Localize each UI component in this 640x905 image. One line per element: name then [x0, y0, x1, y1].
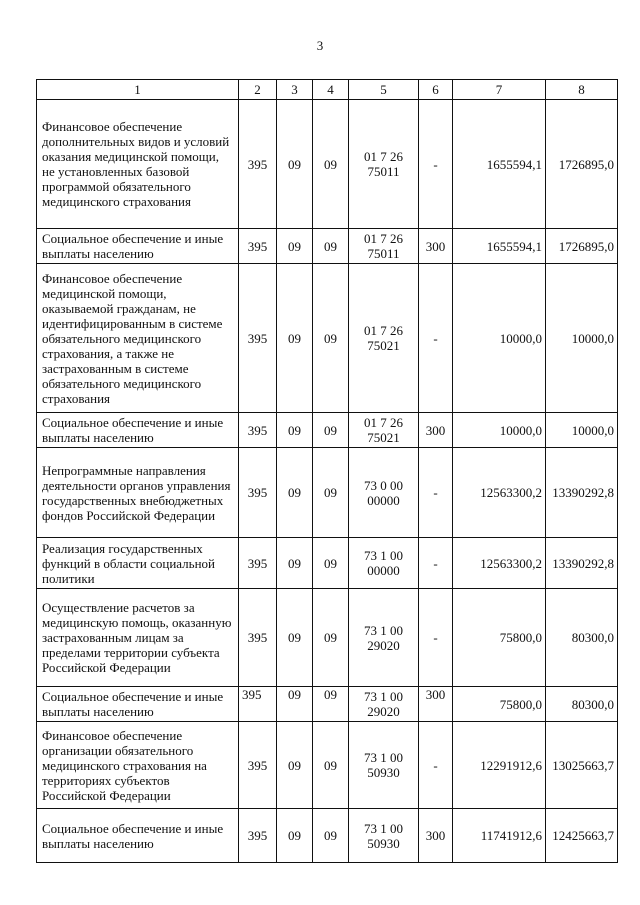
target-article-line1: 73 1 00 [364, 689, 403, 704]
target-article-line2: 00000 [367, 492, 400, 508]
row-name: Финансовое обеспечение организации обязательного медицинского страхования на территориях субъектов Российской Федерации [37, 722, 239, 809]
target-article-code [349, 809, 419, 863]
row-name: Социальное обеспечение и иные выплаты населению [37, 413, 239, 448]
target-article-line1: 73 1 00 [364, 548, 403, 563]
target-article-line2: 29020 [367, 704, 400, 719]
subsection-code: 09 [313, 264, 349, 413]
target-article-line1: 73 0 00 [364, 477, 403, 493]
expense-type-code: 300 [419, 809, 453, 863]
table-row [37, 229, 618, 264]
column-header: 4 [313, 80, 349, 100]
table-row [37, 413, 618, 448]
amount-col7: 10000,0 [453, 413, 546, 448]
target-article-code [349, 589, 419, 687]
amount-col8: 10000,0 [546, 413, 618, 448]
amount-col8: 80300,0 [546, 589, 618, 687]
subsection-code: 09 [313, 448, 349, 538]
target-article-code [349, 413, 419, 448]
table-row [37, 538, 618, 589]
row-name: Осуществление расчетов за медицинскую помощь, оказанную застрахованным лицам за пределами территории субъекта Российской Федерации [37, 589, 239, 687]
table-header-row [37, 80, 618, 100]
section-code: 09 [277, 100, 313, 229]
amount-col8: 10000,0 [546, 264, 618, 413]
target-article-line2: 50930 [367, 765, 400, 780]
subsection-code: 09 [313, 687, 349, 722]
target-article-line1: 01 7 26 [364, 149, 403, 164]
amount-col8: 13390292,8 [546, 538, 618, 589]
subsection-code: 09 [313, 809, 349, 863]
expense-type-code: 300 [419, 413, 453, 448]
admin-code: 395 [239, 413, 277, 448]
target-article-line1: 01 7 26 [364, 231, 403, 246]
amount-col7: 75800,0 [453, 687, 546, 722]
admin-code: 395 [239, 722, 277, 809]
admin-code: 395 [239, 538, 277, 589]
admin-code: 395 [239, 448, 277, 538]
row-name: Финансовое обеспечение медицинской помощи, оказываемой гражданам, не идентифицированным в системе обязательного медицинского страхования, а также не застрахованным в системе обязательного медицинского страхования [37, 264, 239, 413]
expense-type-code: - [419, 448, 453, 538]
row-name: Финансовое обеспечение дополнительных видов и условий оказания медицинской помощи, не установленных базовой программой обязательного медицинского страхования [37, 100, 239, 229]
row-name: Реализация государственных функций в области социальной политики [37, 538, 239, 589]
expense-type-code: - [419, 589, 453, 687]
target-article-code [349, 687, 419, 722]
amount-col8: 13025663,7 [546, 722, 618, 809]
amount-col7: 10000,0 [453, 264, 546, 413]
target-article-line1: 73 1 00 [364, 622, 403, 638]
target-article-code [349, 229, 419, 264]
target-article-line1: 73 1 00 [364, 750, 403, 765]
subsection-code: 09 [313, 413, 349, 448]
amount-col8: 80300,0 [546, 687, 618, 722]
target-article-line1: 73 1 00 [364, 820, 403, 836]
expense-type-code: - [419, 722, 453, 809]
subsection-code: 09 [313, 722, 349, 809]
table-row [37, 100, 618, 229]
admin-code: 395 [239, 809, 277, 863]
amount-col7: 12563300,2 [453, 448, 546, 538]
admin-code: 395 [239, 687, 277, 722]
amount-col8: 13390292,8 [546, 448, 618, 538]
row-name: Социальное обеспечение и иные выплаты населению [37, 809, 239, 863]
section-code: 09 [277, 413, 313, 448]
column-header: 3 [277, 80, 313, 100]
section-code: 09 [277, 687, 313, 722]
amount-col8: 1726895,0 [546, 229, 618, 264]
table-row [37, 722, 618, 809]
target-article-line2: 00000 [367, 563, 400, 578]
column-header: 7 [453, 80, 546, 100]
target-article-code [349, 538, 419, 589]
section-code: 09 [277, 229, 313, 264]
target-article-line1: 01 7 26 [364, 323, 403, 338]
subsection-code: 09 [313, 538, 349, 589]
admin-code: 395 [239, 100, 277, 229]
amount-col7: 1655594,1 [453, 229, 546, 264]
target-article-line2: 75011 [367, 246, 400, 261]
row-name: Социальное обеспечение и иные выплаты населению [37, 229, 239, 264]
expense-type-code: 300 [419, 687, 453, 722]
target-article-code [349, 722, 419, 809]
target-article-line2: 75011 [367, 164, 400, 179]
target-article-code [349, 448, 419, 538]
admin-code: 395 [239, 264, 277, 413]
table-row [37, 809, 618, 863]
table-row [37, 687, 618, 722]
section-code: 09 [277, 538, 313, 589]
section-code: 09 [277, 589, 313, 687]
section-code: 09 [277, 448, 313, 538]
page-number: 3 [316, 38, 324, 53]
amount-col7: 1655594,1 [453, 100, 546, 229]
expense-type-code: - [419, 538, 453, 589]
target-article-line1: 01 7 26 [364, 415, 403, 430]
subsection-code: 09 [313, 100, 349, 229]
table-row [37, 448, 618, 538]
subsection-code: 09 [313, 229, 349, 264]
section-code: 09 [277, 264, 313, 413]
target-article-line2: 50930 [367, 835, 400, 851]
expense-type-code: 300 [419, 229, 453, 264]
table-row [37, 589, 618, 687]
row-name: Непрограммные направления деятельности органов управления государственных внебюджетных фондов Российской Федерации [37, 448, 239, 538]
expense-type-code: - [419, 100, 453, 229]
amount-col7: 12291912,6 [453, 722, 546, 809]
column-header: 2 [239, 80, 277, 100]
subsection-code: 09 [313, 589, 349, 687]
row-name: Социальное обеспечение и иные выплаты населению [37, 687, 239, 722]
amount-col8: 1726895,0 [546, 100, 618, 229]
admin-code: 395 [239, 589, 277, 687]
column-header: 8 [546, 80, 618, 100]
target-article-line2: 29020 [367, 637, 400, 653]
budget-table [36, 79, 618, 863]
section-code: 09 [277, 722, 313, 809]
target-article-line2: 75021 [367, 430, 400, 445]
amount-col7: 11741912,6 [453, 809, 546, 863]
amount-col7: 12563300,2 [453, 538, 546, 589]
table-row [37, 264, 618, 413]
column-header: 5 [349, 80, 419, 100]
target-article-line2: 75021 [367, 338, 400, 353]
amount-col8: 12425663,7 [546, 809, 618, 863]
column-header: 6 [419, 80, 453, 100]
expense-type-code: - [419, 264, 453, 413]
target-article-code [349, 100, 419, 229]
amount-col7: 75800,0 [453, 589, 546, 687]
target-article-code [349, 264, 419, 413]
admin-code: 395 [239, 229, 277, 264]
column-header: 1 [37, 80, 239, 100]
section-code: 09 [277, 809, 313, 863]
